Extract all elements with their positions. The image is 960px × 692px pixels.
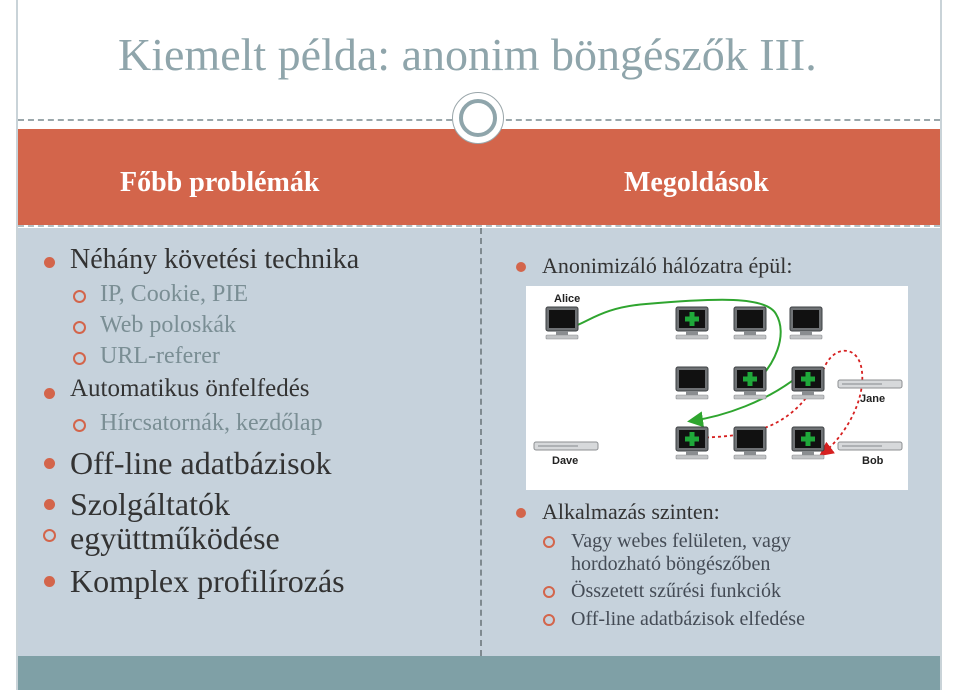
ring-ornament-inner (459, 99, 497, 137)
footer-band (18, 656, 940, 690)
left-sub-feeds: Hírcsatornák, kezdőlap (100, 410, 323, 436)
network-diagram-svg (526, 286, 908, 490)
right-sub-web-or-portable (571, 530, 791, 576)
path-red (694, 351, 862, 454)
left-bullet-providers-line2-text: együttműködése (70, 520, 280, 556)
right-sub-web-or-portable-line2: hordozható böngészőben (571, 553, 771, 575)
left-bullet-profiling: Komplex profilírozás (70, 563, 345, 599)
node-monitor-icon (790, 307, 822, 339)
node-monitor-icon (734, 307, 766, 339)
left-bullet-providers-line1: Szolgáltatók (70, 486, 230, 522)
left-bullet-tracking: Néhány követési technika (70, 244, 360, 275)
node-monitor-icon (734, 427, 766, 459)
label-alice: Alice (554, 293, 581, 305)
right-sub-filtering: Összetett szűrési funkciók (571, 580, 781, 602)
anonymizer-network-diagram (526, 286, 908, 490)
label-jane: Jane (860, 393, 886, 405)
left-bullet-offline-db: Off-line adatbázisok (70, 445, 332, 481)
right-column-header: Megoldások (624, 167, 769, 198)
left-bullet-providers-line2 (70, 520, 280, 557)
right-sub-web-or-portable-line1: Vagy webes felületen, vagy (571, 530, 791, 552)
right-bullet-app-level: Alkalmazás szinten: (542, 499, 720, 524)
left-sub-ip-cookie: IP, Cookie, PIE (100, 281, 249, 307)
right-sub-offline-db-hiding: Off-line adatbázisok elfedése (571, 608, 805, 630)
mid-dashed-divider (18, 225, 940, 227)
column-divider (480, 228, 482, 656)
node-monitor-icon (676, 367, 708, 399)
right-bullet-anon-network: Anonimizáló hálózatra épül: (542, 253, 793, 278)
label-dave: Dave (552, 455, 579, 467)
alice-monitor-icon (546, 307, 578, 339)
bob-server-icon (838, 442, 902, 450)
left-sub-web-bugs: Web poloskák (100, 312, 237, 338)
left-bullet-providers (70, 486, 230, 523)
dave-server-icon (534, 442, 598, 450)
label-bob: Bob (862, 455, 884, 467)
jane-server-icon (838, 380, 902, 388)
left-sub-url-referer: URL-referer (100, 343, 220, 369)
left-column-header: Főbb problémák (120, 167, 320, 198)
slide-title: Kiemelt példa: anonim böngészők III. (118, 29, 817, 80)
left-bullet-self-disclosure: Automatikus önfelfedés (70, 375, 310, 402)
